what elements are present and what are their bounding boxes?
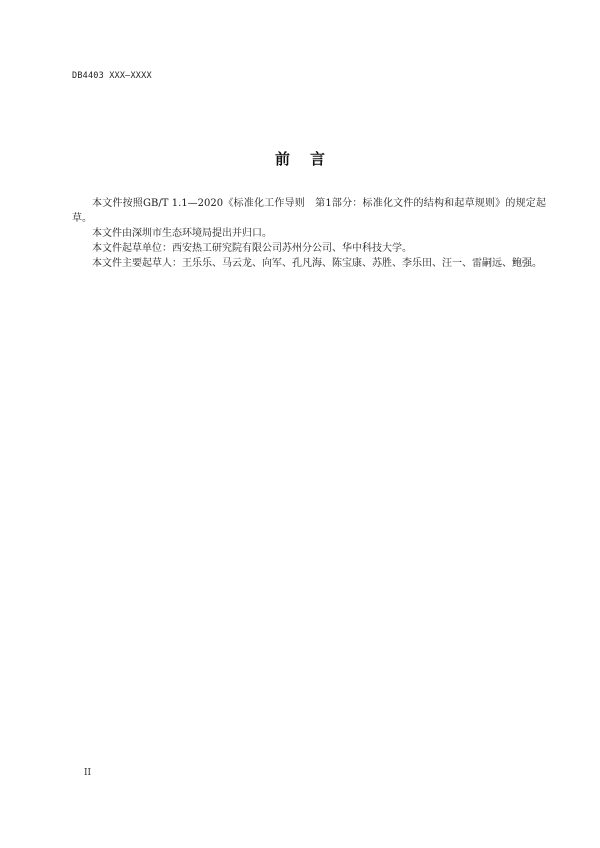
section-title: 前言 [274, 150, 345, 168]
foreword-body [72, 196, 546, 271]
paragraph-proposer: 本文件由深圳市生态环境局提出并归口。 [92, 228, 272, 239]
document-code: DB4403 XXX—XXXX [72, 71, 152, 81]
paragraph-drafters: 本文件主要起草人：王乐乐、马云龙、向军、孔凡海、陈宝康、苏胜、李乐田、汪一、雷嗣远、鲍强。 [92, 258, 542, 269]
paragraph-drafting-units: 本文件起草单位：西安热工研究院有限公司苏州分公司、华中科技大学。 [92, 243, 412, 254]
paragraph-drafting-basis: 本文件按照GB/T 1.1—2020《标准化工作导则 第1部分：标准化文件的结构和起草规则》的规定起草。 [72, 198, 546, 224]
page-number: II [84, 768, 92, 778]
